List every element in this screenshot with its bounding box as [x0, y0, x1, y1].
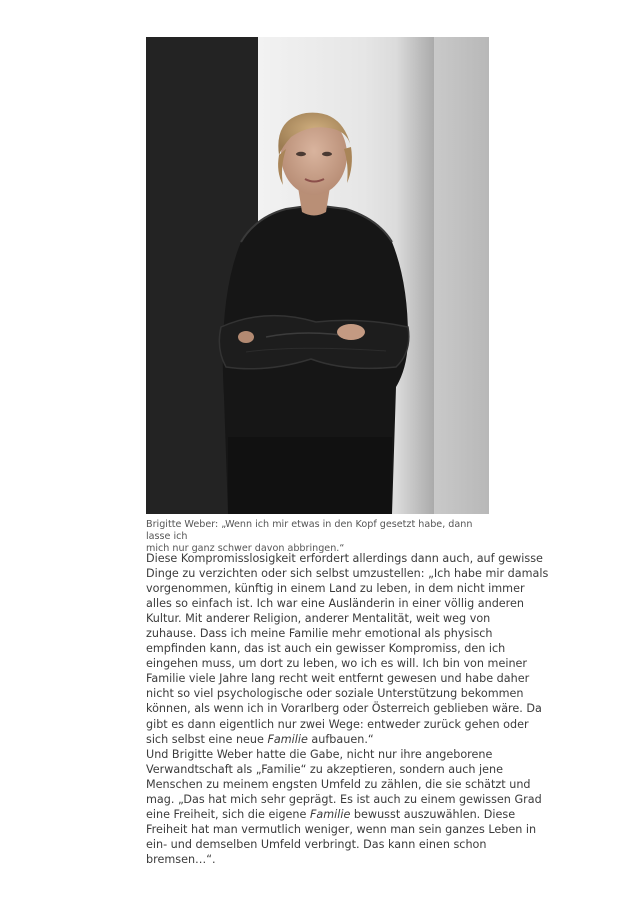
portrait-photo — [146, 37, 489, 514]
article-line: nicht so viel psychologische oder soziale Unterstützung bekommen — [146, 687, 524, 701]
article-line: Verwandtschaft als „Familie“ zu akzeptieren, sondern auch jene — [146, 762, 503, 776]
article-line: können, als wenn ich in Vorarlberg oder Österreich geblieben wäre. Da — [146, 702, 542, 716]
caption-line: Brigitte Weber: „Wenn ich mir etwas in den Kopf gesetzt habe, dann lasse ich — [146, 519, 473, 542]
article-line: ein- und demselben Umfeld verbringt. Das kann einen schon — [146, 837, 487, 851]
line-text: sich selbst eine neue — [146, 732, 268, 746]
article-line: vorgenommen, künftig in einem Land zu leben, in dem nicht immer — [146, 582, 525, 596]
photo-caption — [146, 519, 489, 555]
article-line: Familie viele Jahre lang recht weit entfernt gewesen und habe daher — [146, 672, 530, 686]
article-line: bremsen…“. — [146, 852, 216, 866]
article-line: Kultur. Mit anderer Religion, anderer Mentalität, weit weg von — [146, 612, 491, 626]
article-line: Und Brigitte Weber hatte die Gabe, nicht nur ihre angeborene — [146, 747, 493, 761]
trousers — [228, 437, 392, 514]
article-line: eingehen muss, um dort zu leben, wo ich es will. Ich bin von meiner — [146, 657, 528, 671]
hand — [337, 324, 365, 340]
article-body — [146, 551, 549, 867]
article-line: gibt es dann eigentlich nur zwei Wege: entweder zurück gehen oder — [146, 717, 529, 731]
article-line: zuhause. Dass ich meine Familie mehr emotional als physisch — [146, 627, 493, 641]
line-text: bewusst auszuwählen. Diese — [350, 807, 516, 821]
emphasis: Familie — [267, 732, 308, 746]
line-text: eine Freiheit, sich die eigene — [146, 807, 310, 821]
grey-wall — [434, 37, 489, 514]
article-line: Dinge zu verzichten oder sich selbst umzustellen: „Ich habe mir damals — [146, 567, 549, 581]
article-line — [146, 732, 496, 747]
line-text: aufbauen.“ — [307, 732, 374, 746]
article-line: alles so einfach ist. Ich war eine Ausländerin in einer völlig anderen — [146, 597, 525, 611]
article-line: empfinden kann, das ist auch ein gewisser Kompromiss, den ich — [146, 642, 506, 656]
caption-line: mich nur ganz schwer davon abbringen.“ — [146, 543, 345, 554]
article-line: mag. „Das hat mich sehr geprägt. Es ist auch zu einem gewissen Grad — [146, 792, 542, 806]
portrait-illustration — [146, 37, 489, 514]
article-line: Diese Kompromisslosigkeit erfordert allerdings dann auch, auf gewisse — [146, 552, 543, 565]
emphasis: Familie — [309, 807, 351, 821]
article-line: Freiheit hat man vermutlich weniger, wenn man sein ganzes Leben in — [146, 822, 537, 836]
article-line: Menschen zu meinem engsten Umfeld zu zählen, die sie schätzt und — [146, 777, 531, 791]
article-line — [146, 807, 516, 822]
